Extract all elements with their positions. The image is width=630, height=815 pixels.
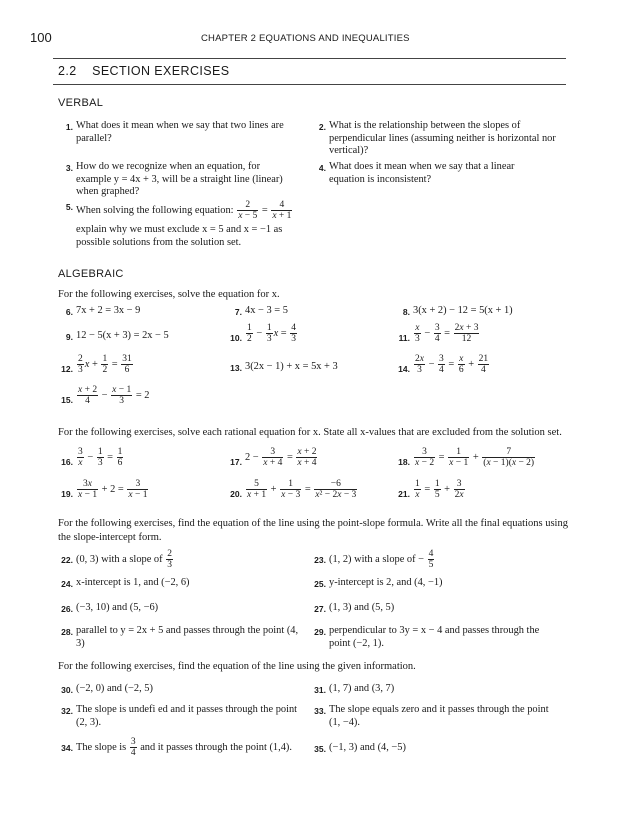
exercise-text: (1, 2) with a slope of − (329, 553, 425, 565)
exercise-text: perpendicular to 3y = x − 4 and passes through the point (−2, 1). (329, 625, 540, 649)
exercise-number: 19. (61, 489, 73, 499)
exercise-15 (61, 385, 150, 406)
exercise-14 (398, 354, 490, 375)
equation: $\frac{2}{x - 5}$ = $\frac{4}{x + 1}$ (238, 200, 292, 221)
exercise-number: 26. (61, 604, 73, 614)
equation: $\frac{3}{x - 2}$ = $\frac{1}{x - 1}$ + $\frac{7}{(x - 1)(x - 2)}$ (415, 447, 535, 468)
exercise-text: (−3, 10) and (5, −6) (76, 602, 159, 613)
exercise-5 (65, 200, 306, 221)
equation: 3(x + 2) − 12 = 5(x + 1) (413, 305, 513, 316)
exercise-text: The slope equals zero and it passes through the point (1, −4). (329, 704, 549, 728)
exercise-number: 16. (61, 457, 73, 467)
exercise-22 (61, 549, 174, 570)
exercise-2 (318, 120, 561, 158)
equation: $\frac{x}{3}$ − $\frac{3}{4}$ = $\frac{2x + 3}{12}$ (415, 323, 479, 344)
exercise-23 (314, 549, 435, 570)
exercise-8 (402, 305, 513, 318)
slope-fraction: $\frac{4}{5}$ (428, 549, 434, 570)
exercise-number: 12. (61, 364, 73, 374)
exercise-16 (61, 447, 124, 468)
exercise-text: How do we recognize when an equation, for example y = 4x + 3, will be a straight line (linear) when graphed? (76, 161, 283, 197)
exercise-text: (−1, 3) and (4, −5) (329, 742, 406, 753)
exercise-number: 15. (61, 395, 73, 405)
exercise-33 (314, 704, 561, 729)
exercise-13 (230, 361, 338, 374)
exercise-number: 31. (314, 685, 326, 695)
exercise-32 (61, 704, 301, 729)
exercise-text: What does it mean when we say that a linear equation is inconsistent? (329, 161, 515, 185)
exercise-text: (1, 7) and (3, 7) (329, 683, 395, 694)
section-title (58, 64, 229, 78)
exercise-29 (314, 625, 561, 650)
slope-fraction: $\frac{3}{4}$ (130, 737, 136, 758)
exercise-28 (61, 625, 301, 650)
exercise-text: x-intercept is 1, and (−2, 6) (76, 577, 190, 588)
running-header (201, 33, 410, 44)
exercise-number: 24. (61, 579, 73, 589)
instructions-point-slope: For the following exercises, find the equation of the line using the point-slope formula. Write all the final equations using the slope-intercept form. (58, 518, 568, 543)
exercise-number: 33. (314, 706, 326, 716)
equation: 7x + 2 = 3x − 9 (76, 305, 141, 316)
instructions-rational: For the following exercises, solve each rational equation for x. State all x-values that are excluded from the solution set. (58, 427, 562, 438)
exercise-number: 11. (398, 333, 410, 343)
algebraic-heading: ALGEBRAIC (58, 268, 124, 280)
exercise-number: 27. (314, 604, 326, 614)
exercise-19 (61, 479, 149, 500)
exercise-26 (61, 602, 159, 615)
exercise-text: (0, 3) with a slope of (76, 553, 163, 565)
equation: $\frac{3x}{x - 1}$ + 2 = $\frac{3}{x - 1}$ (78, 479, 148, 500)
exercise-number: 1. (65, 122, 73, 132)
section-rule-top (53, 58, 566, 59)
exercise-3 (65, 161, 296, 199)
exercise-11 (398, 323, 480, 344)
exercise-21 (398, 479, 466, 500)
exercise-text: (1, 3) and (5, 5) (329, 602, 395, 613)
exercise-number: 9. (65, 332, 73, 342)
exercise-18 (398, 447, 536, 468)
section-number: 2.2 (58, 64, 77, 78)
instructions-solve: For the following exercises, solve the equation for x. (58, 289, 280, 300)
exercise-31 (314, 683, 395, 696)
exercise-4 (318, 161, 539, 186)
exercise-6 (65, 305, 141, 318)
exercise-27 (314, 602, 395, 615)
exercise-number: 35. (314, 744, 326, 754)
exercise-number: 8. (402, 307, 410, 317)
exercise-number: 30. (61, 685, 73, 695)
exercise-25 (314, 577, 443, 590)
chapter-label: CHAPTER 2 (201, 33, 257, 44)
exercise-number: 18. (398, 457, 410, 467)
equation: 4x − 3 = 5 (245, 305, 288, 316)
exercise-text: The slope is (76, 741, 127, 753)
exercise-number: 4. (318, 163, 326, 173)
exercise-24 (61, 577, 190, 590)
equation: $\frac{1}{x}$ = $\frac{1}{5}$ + $\frac{3}{2x}$ (415, 479, 464, 500)
exercise-number: 28. (61, 627, 73, 637)
exercise-12 (61, 354, 134, 375)
instructions-given-info: For the following exercises, find the equation of the line using the given information. (58, 661, 416, 672)
exercise-text: The slope is undefi ed and it passes through the point (2, 3). (76, 704, 298, 728)
exercise-number: 34. (61, 743, 73, 753)
exercise-number: 3. (65, 163, 73, 173)
section-name: SECTION EXERCISES (92, 64, 230, 78)
equation: 3(2x − 1) + x = 5x + 3 (245, 361, 338, 372)
exercise-number: 20. (230, 489, 242, 499)
exercise-7 (234, 305, 288, 318)
exercise-9 (65, 330, 169, 343)
exercise-number: 23. (314, 555, 326, 565)
exercise-text: parallel to y = 2x + 5 and passes through the point (4, 3) (76, 625, 299, 649)
exercise-text: What is the relationship between the slopes of perpendicular lines (assuming neither is horizontal nor vertical)? (329, 120, 556, 156)
exercise-text: (−2, 0) and (−2, 5) (76, 683, 153, 694)
exercise-number: 22. (61, 555, 73, 565)
exercise-10 (230, 323, 298, 344)
exercise-number: 5. (65, 202, 73, 212)
exercise-text: What does it mean when we say that two lines are parallel? (76, 120, 284, 144)
section-rule-bottom (53, 84, 566, 85)
exercise-34 (61, 737, 292, 758)
exercise-number: 10. (230, 333, 242, 343)
exercise-17 (230, 447, 318, 468)
slope-fraction: $\frac{2}{3}$ (167, 549, 172, 570)
exercise-text: and it passes through the point (1,4). (140, 741, 292, 753)
exercise-number: 21. (398, 489, 410, 499)
equation: $\frac{x + 2}{4}$ − $\frac{x - 1}{3}$ = 2 (78, 385, 150, 406)
exercise-35 (314, 742, 406, 755)
verbal-heading: VERBAL (58, 97, 104, 109)
exercise-20 (230, 479, 358, 500)
exercise-number: 13. (230, 363, 242, 373)
exercise-number: 17. (230, 457, 242, 467)
equation: $\frac{3}{x}$ − $\frac{1}{3}$ = $\frac{1}{6}$ (78, 447, 123, 468)
page-number: 100 (30, 30, 52, 45)
exercise-number: 2. (318, 122, 326, 132)
equation: $\frac{1}{2}$ − $\frac{1}{3}$ x = $\frac{4}{3}$ (247, 323, 296, 344)
exercise-number: 25. (314, 579, 326, 589)
exercise-number: 7. (234, 307, 242, 317)
exercise-lead: When solving the following equation: (76, 204, 234, 216)
chapter-title: EQUATIONS AND INEQUALITIES (258, 33, 410, 44)
equation: 12 − 5(x + 3) = 2x − 5 (76, 330, 169, 341)
exercise-1 (65, 120, 304, 145)
exercise-5-explanation: explain why we must exclude x = 5 and x = −1 as possible solutions from the solution set. (76, 224, 283, 248)
equation: $\frac{5}{x + 1}$ + $\frac{1}{x - 3}$ = $\frac{-6}{\text{x² − 2x − 3}}$ (247, 479, 357, 500)
exercise-30 (61, 683, 153, 696)
exercise-number: 14. (398, 364, 410, 374)
exercise-text: y-intercept is 2, and (4, −1) (329, 577, 443, 588)
equation: 2 − $\frac{3}{x + 4}$ = $\frac{x + 2}{x + 4}$ (245, 447, 317, 468)
equation: $\frac{2x}{3}$ − $\frac{3}{4}$ = $\frac{x}{6}$ + $\frac{21}{4}$ (415, 354, 489, 375)
exercise-number: 32. (61, 706, 73, 716)
exercise-number: 6. (65, 307, 73, 317)
exercise-number: 29. (314, 627, 326, 637)
equation: $\frac{2}{3}$ x + $\frac{1}{2}$ = $\frac{31}{6}$ (78, 354, 132, 375)
